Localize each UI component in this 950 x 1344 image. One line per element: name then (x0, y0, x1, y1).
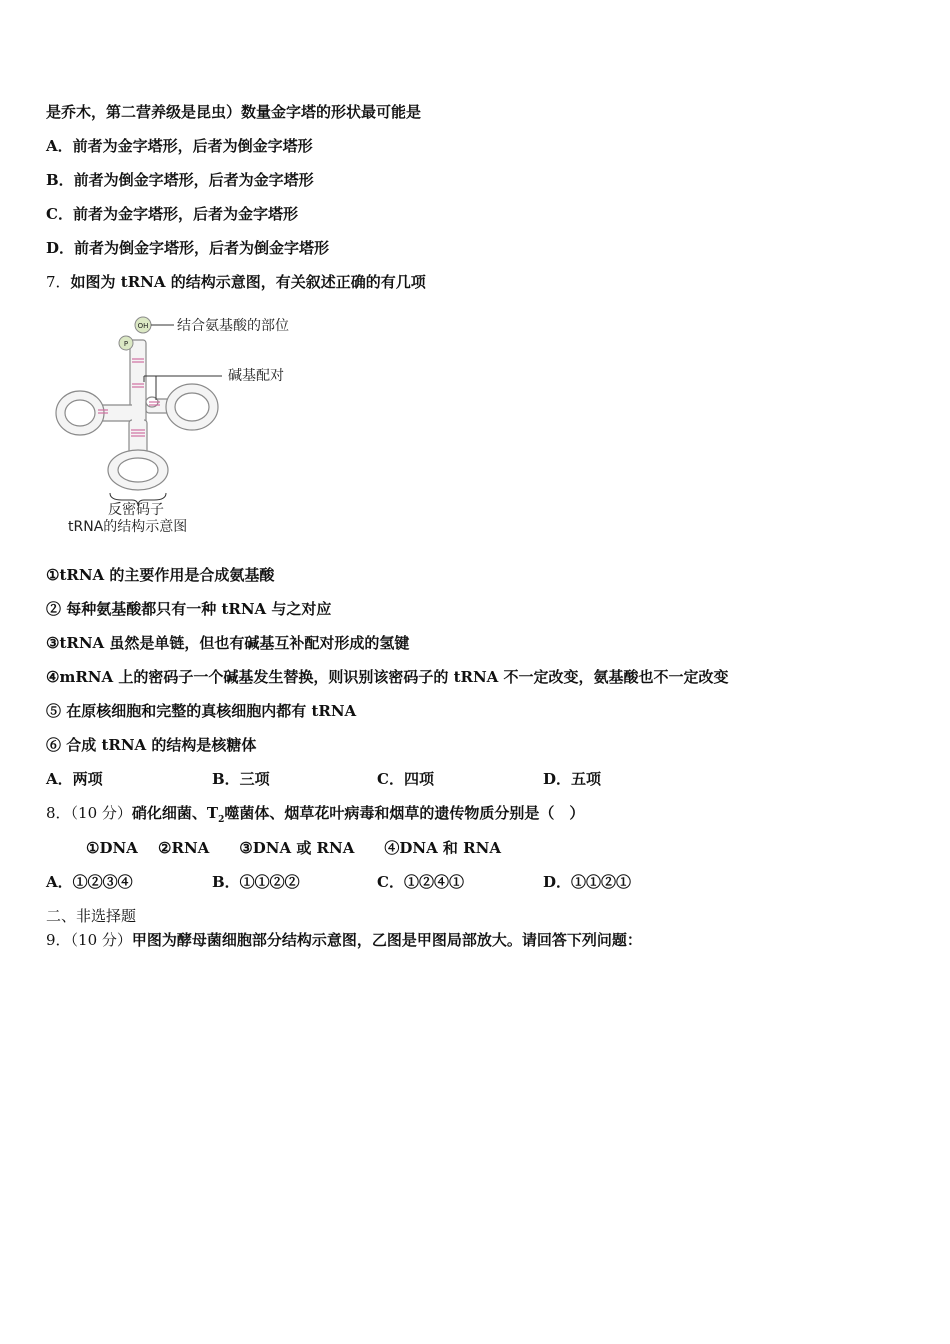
base-pairing-label: 碱基配对 (228, 368, 284, 384)
q6-option-a[interactable]: A．前者为金字塔形，后者为倒金字塔形 (46, 137, 313, 155)
q8-option-b[interactable]: B．①①②② (212, 873, 300, 891)
q7-option-c[interactable]: C．四项 (377, 770, 434, 788)
q9-number: 9． (46, 931, 71, 949)
q8-text-b: 噬菌体、烟草花叶病毒和烟草的遗传物质分别是（ ） (224, 804, 585, 822)
anticodon-label: 反密码子 (108, 502, 164, 518)
trna-diagram (52, 312, 312, 544)
q8-text-a: 硝化细菌、T (131, 804, 219, 822)
q6-option-b[interactable]: B．前者为倒金字塔形，后者为金字塔形 (46, 171, 314, 189)
q7-statement-1: ①tRNA 的主要作用是合成氨基酸 (46, 566, 275, 584)
section-heading: 二、非选择题 (46, 907, 137, 925)
q9-stem (46, 930, 642, 950)
p-label: P (123, 340, 129, 348)
q6-option-d[interactable]: D．前者为倒金字塔形，后者为倒金字塔形 (46, 239, 330, 257)
q7-option-b[interactable]: B．三项 (212, 770, 270, 788)
amino-acid-site-label: 结合氨基酸的部位 (177, 318, 289, 334)
q8-option-d[interactable]: D．①①②① (543, 873, 632, 891)
q8-number: 8． (46, 804, 71, 822)
q7-statement-6: ⑥ 合成 tRNA 的结构是核糖体 (46, 736, 257, 754)
q8-items: ①DNA ②RNA ③DNA 或 RNA ④DNA 和 RNA (86, 839, 501, 857)
q8-subscript: 2 (218, 815, 225, 825)
q7-option-d[interactable]: D．五项 (543, 770, 602, 788)
q7-option-a[interactable]: A．两项 (46, 770, 103, 788)
q8-stem (46, 803, 584, 830)
q7-statement-3: ③tRNA 虽然是单链，但也有碱基互补配对形成的氢键 (46, 634, 410, 652)
q8-option-a[interactable]: A．①②③④ (46, 873, 133, 891)
q6-option-c[interactable]: C．前者为金字塔形，后者为金字塔形 (46, 205, 298, 223)
q8-score: （10 分） (70, 804, 132, 822)
q9-text: 甲图为酵母菌细胞部分结构示意图，乙图是甲图局部放大。请回答下列问题： (131, 931, 642, 949)
q7-statement-5: ⑤ 在原核细胞和完整的真核细胞内都有 tRNA (46, 702, 357, 720)
q7-stem (46, 272, 426, 292)
oh-label: OH (137, 322, 149, 330)
q7-number: 7． (46, 273, 71, 291)
q7-statement-2: ② 每种氨基酸都只有一种 tRNA 与之对应 (46, 600, 332, 618)
q9-score: （10 分） (70, 931, 132, 949)
q8-option-c[interactable]: C．①②④① (377, 873, 464, 891)
q7-text: 如图为 tRNA 的结构示意图，有关叙述正确的有几项 (70, 273, 426, 291)
q7-statement-4: ④mRNA 上的密码子一个碱基发生替换，则识别该密码子的 tRNA 不一定改变，氨基酸也不一定改变 (46, 668, 729, 686)
diagram-caption: tRNA的结构示意图 (68, 519, 188, 535)
q6-stem-tail: 是乔木，第二营养级是昆虫）数量金字塔的形状最可能是 (46, 103, 422, 121)
